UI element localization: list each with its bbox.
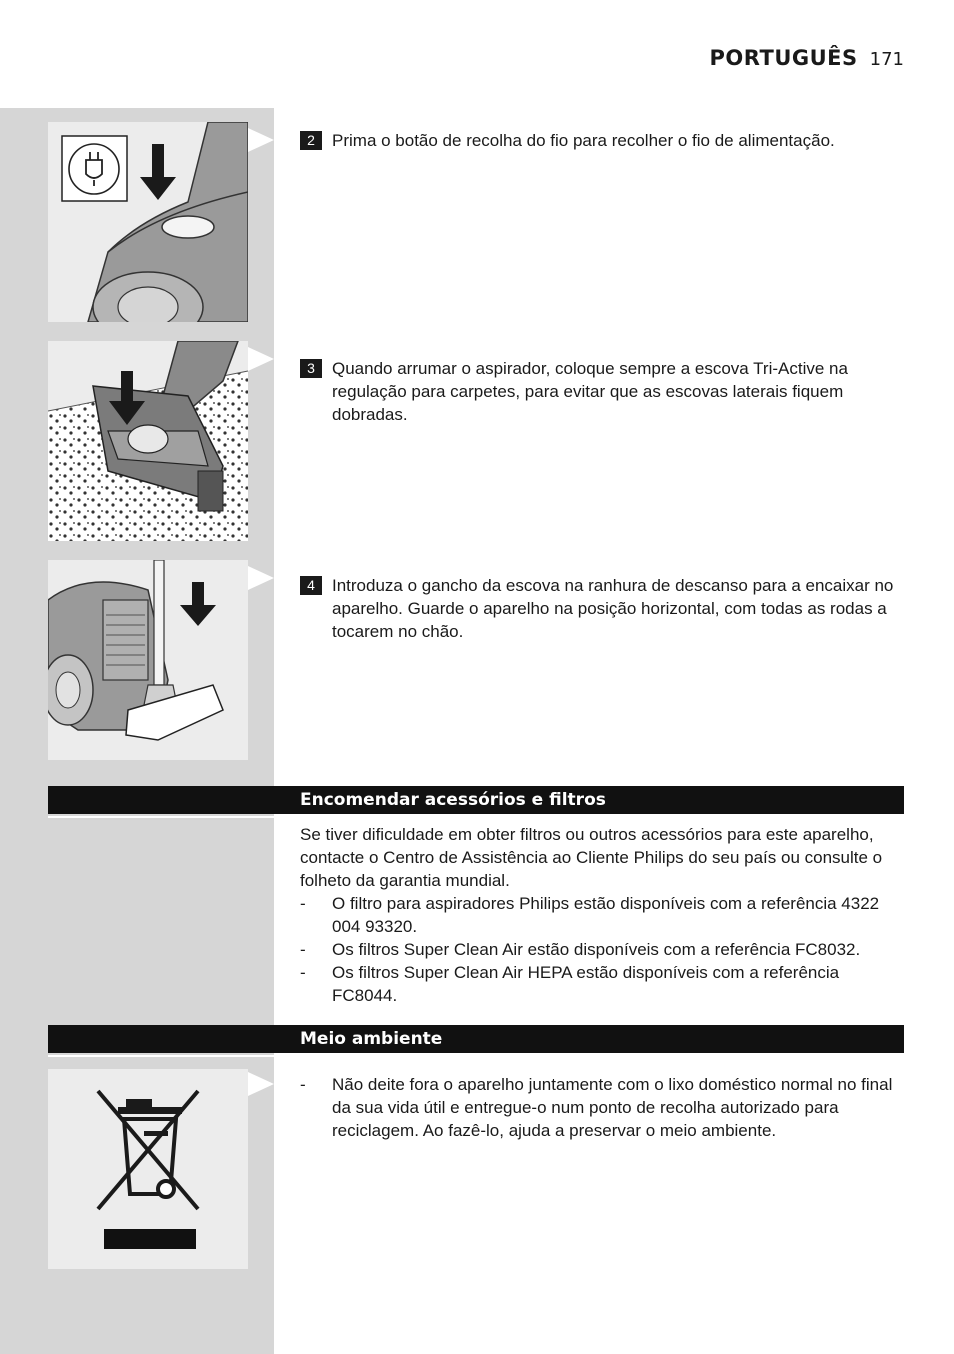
step-number-badge: 2 bbox=[300, 131, 322, 150]
list-item bbox=[300, 961, 905, 1007]
section-divider bbox=[48, 1055, 904, 1057]
bullet-marker: - bbox=[300, 894, 306, 913]
section-title: Encomendar acessórios e filtros bbox=[300, 790, 606, 810]
arrow-down-icon bbox=[140, 144, 176, 200]
step-text: Introduza o gancho da escova na ranhura de descanso para a encaixar no aparelho. Guarde o aparelho na posição horizontal, com todas as rodas a tocarem no chão. bbox=[332, 576, 894, 641]
illustration-cord-rewind bbox=[48, 122, 248, 322]
section-heading-accessories bbox=[48, 786, 904, 814]
page-header bbox=[710, 46, 904, 70]
step-number-badge: 4 bbox=[300, 576, 322, 595]
illustration-parking-slot bbox=[48, 560, 248, 760]
section-divider bbox=[48, 816, 904, 818]
bullet-marker: - bbox=[300, 963, 306, 982]
list-item-text: Não deite fora o aparelho juntamente com o lixo doméstico normal no final da sua vida útil e entregue-o num ponto de recolha autorizado para reciclagem. Ao fazê-lo, ajuda a preservar o meio ambiente. bbox=[332, 1075, 893, 1140]
illustration-pointer bbox=[248, 566, 274, 590]
illustration-pointer bbox=[248, 128, 274, 152]
environment-body bbox=[300, 1073, 905, 1142]
list-item-text: Os filtros Super Clean Air estão disponíveis com a referência FC8032. bbox=[332, 940, 861, 959]
plug-icon bbox=[62, 136, 127, 201]
list-item bbox=[300, 1073, 905, 1142]
section-title: Meio ambiente bbox=[300, 1029, 443, 1049]
illustration-weee bbox=[48, 1069, 248, 1269]
step-text: Prima o botão de recolha do fio para recolher o fio de alimentação. bbox=[332, 131, 835, 150]
step-number-badge: 3 bbox=[300, 359, 322, 378]
list-item-text: O filtro para aspiradores Philips estão disponíveis com a referência 4322 004 93320. bbox=[332, 894, 880, 936]
illustration-nozzle-carpet bbox=[48, 341, 248, 541]
step-4 bbox=[300, 574, 905, 643]
section-heading-environment bbox=[48, 1025, 904, 1053]
illustration-pointer bbox=[248, 1072, 274, 1096]
step-3 bbox=[300, 357, 905, 426]
bullet-marker: - bbox=[300, 1075, 306, 1094]
accessories-intro: Se tiver dificuldade em obter filtros ou outros acessórios para este aparelho, contacte o Centro de Assistência ao Cliente Philips do seu país ou consulte o folheto da garantia mundial. bbox=[300, 825, 883, 890]
bullet-marker: - bbox=[300, 940, 306, 959]
page-number: 171 bbox=[869, 49, 904, 70]
list-item bbox=[300, 938, 905, 961]
list-item bbox=[300, 892, 905, 938]
crossed-bin-icon bbox=[48, 1069, 248, 1269]
language-title: PORTUGUÊS bbox=[709, 46, 858, 70]
accessories-body bbox=[300, 823, 905, 1007]
illustration-pointer bbox=[248, 347, 274, 371]
list-item-text: Os filtros Super Clean Air HEPA estão disponíveis com a referência FC8044. bbox=[332, 963, 840, 1005]
step-text: Quando arrumar o aspirador, coloque sempre a escova Tri-Active na regulação para carpetes, para evitar que as escovas laterais fiquem dobradas. bbox=[332, 359, 848, 424]
step-2 bbox=[300, 129, 905, 152]
